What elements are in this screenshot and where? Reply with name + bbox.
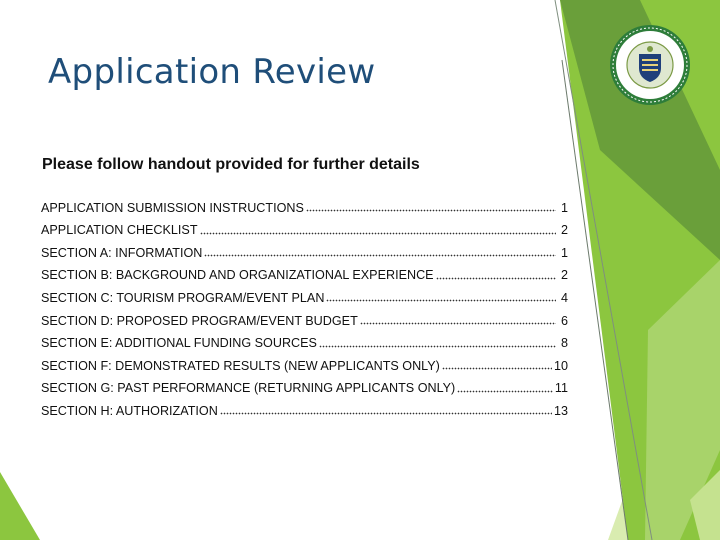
toc-row	[41, 244, 568, 267]
toc-row	[41, 222, 568, 245]
toc-dot-leader	[204, 245, 556, 258]
left-green-triangle	[0, 472, 40, 540]
toc-label: SECTION A: INFORMATION	[41, 245, 203, 260]
toc-row	[41, 267, 568, 290]
toc-dot-leader	[457, 381, 553, 394]
toc-page-number: 2	[560, 268, 568, 283]
toc-page-number: 1	[560, 245, 568, 260]
toc-label: SECTION C: TOURISM PROGRAM/EVENT PLAN	[41, 290, 325, 305]
toc-label: SECTION H: AUTHORIZATION	[41, 403, 218, 418]
toc-page-number: 4	[560, 290, 568, 305]
toc-row	[41, 380, 568, 403]
toc-label: SECTION B: BACKGROUND AND ORGANIZATIONAL EXPERIENCE	[41, 268, 434, 283]
toc-page-number: 1	[560, 200, 568, 215]
slide-subtitle: Please follow handout provided for further details	[42, 156, 420, 173]
toc-dot-leader	[200, 223, 556, 236]
toc-dot-leader	[442, 358, 552, 371]
toc-row	[41, 357, 568, 380]
toc-row	[41, 335, 568, 358]
toc-page-number: 8	[560, 336, 568, 351]
toc-label: SECTION D: PROPOSED PROGRAM/EVENT BUDGET	[41, 313, 358, 328]
toc-dot-leader	[436, 268, 556, 281]
toc-label: SECTION E: ADDITIONAL FUNDING SOURCES	[41, 336, 317, 351]
toc-dot-leader	[360, 313, 556, 326]
toc-dot-leader	[319, 336, 556, 349]
toc-label: SECTION F: DEMONSTRATED RESULTS (NEW APPLICANTS ONLY)	[41, 358, 440, 373]
toc-dot-leader	[326, 290, 556, 303]
toc-row	[41, 402, 568, 425]
toc-label: APPLICATION CHECKLIST	[41, 223, 198, 238]
toc-label: SECTION G: PAST PERFORMANCE (RETURNING APPLICANTS ONLY)	[41, 381, 456, 396]
toc-dot-leader	[306, 200, 556, 213]
table-of-contents	[41, 199, 568, 425]
toc-page-number: 10	[553, 358, 568, 373]
toc-row	[41, 199, 568, 222]
toc-page-number: 13	[553, 403, 568, 418]
toc-page-number: 6	[560, 313, 568, 328]
toc-page-number: 2	[560, 223, 568, 238]
toc-dot-leader	[220, 403, 552, 416]
toc-row	[41, 312, 568, 335]
toc-page-number: 11	[554, 381, 568, 396]
toc-row	[41, 289, 568, 312]
slide-title: Application Review	[48, 52, 376, 92]
toc-label: APPLICATION SUBMISSION INSTRUCTIONS	[41, 200, 304, 215]
county-seal-icon	[609, 24, 691, 106]
